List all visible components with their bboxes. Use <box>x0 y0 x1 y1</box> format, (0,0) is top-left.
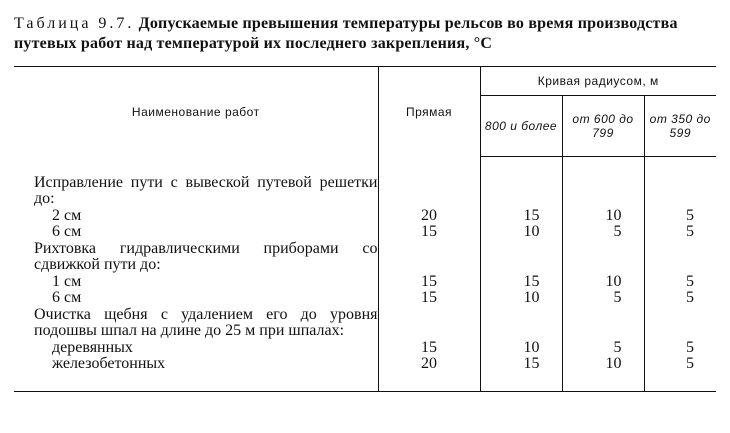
cell-straight: 15 <box>378 290 480 307</box>
header-radius-800: 800 и более <box>480 96 562 157</box>
row-work-name: Исправление пути с вывеской путевой решетки до: <box>34 173 378 207</box>
cell-straight <box>378 157 480 208</box>
cell-radius-350-599 <box>644 241 716 274</box>
cell-radius-350-599: 5 <box>644 290 716 307</box>
cell-radius-350-599 <box>644 157 716 208</box>
header-radius-600-799: от 600 до 799 <box>562 96 644 157</box>
row-work-name: 6 см <box>52 289 82 306</box>
cell-radius-600-799 <box>562 307 644 340</box>
row-work-name: деревянных <box>52 338 133 356</box>
table-row <box>14 241 716 274</box>
cell-radius-350-599: 5 <box>644 340 716 357</box>
cell-radius-800: 10 <box>480 290 562 307</box>
row-work-name: Очистка щебня с удалением его до уровня подошвы шпал на длине до 25 м при шпалах: <box>34 305 378 339</box>
table-number: Таблица 9.7. <box>14 15 135 32</box>
cell-radius-800: 15 <box>480 208 562 225</box>
row-work-name: 6 см <box>52 223 82 240</box>
cell-straight: 20 <box>378 356 480 391</box>
cell-straight: 15 <box>378 224 480 241</box>
cell-radius-350-599: 5 <box>644 224 716 241</box>
cell-radius-800 <box>480 307 562 340</box>
row-work-name: железобетонных <box>14 356 378 391</box>
cell-radius-800: 10 <box>480 340 562 357</box>
cell-radius-800: 15 <box>480 274 562 291</box>
cell-radius-350-599: 5 <box>644 208 716 225</box>
cell-radius-600-799: 10 <box>562 208 644 225</box>
cell-straight <box>378 307 480 340</box>
cell-radius-800 <box>480 157 562 208</box>
cell-radius-800 <box>480 241 562 274</box>
cell-straight: 15 <box>378 340 480 357</box>
cell-radius-600-799 <box>562 157 644 208</box>
table-row <box>14 274 716 291</box>
cell-radius-350-599: 5 <box>644 274 716 291</box>
cell-radius-600-799: 10 <box>562 274 644 291</box>
header-straight: Прямая <box>378 67 480 157</box>
table-caption <box>14 14 714 54</box>
temperature-table <box>14 66 716 392</box>
table-row <box>14 290 716 307</box>
cell-radius-600-799: 5 <box>562 224 644 241</box>
cell-radius-600-799: 5 <box>562 340 644 357</box>
cell-radius-600-799: 5 <box>562 290 644 307</box>
table-body <box>14 157 716 392</box>
cell-radius-800: 15 <box>480 356 562 391</box>
table-row <box>14 157 716 208</box>
table-title: Допускаемые превышения температуры рельсов во время производства путевых работ над температурой их последнего закрепления, °С <box>14 15 678 52</box>
cell-straight: 15 <box>378 274 480 291</box>
row-work-name: 1 см <box>52 272 82 290</box>
table-row <box>14 340 716 357</box>
cell-radius-350-599 <box>644 307 716 340</box>
table-row <box>14 208 716 225</box>
cell-straight: 20 <box>378 208 480 225</box>
table-row <box>14 224 716 241</box>
header-radius-350-599: от 350 до 599 <box>644 96 716 157</box>
table-row <box>14 356 716 391</box>
header-work-name: Наименование работ <box>14 67 378 157</box>
cell-radius-800: 10 <box>480 224 562 241</box>
row-work-name: 2 см <box>52 206 82 224</box>
cell-radius-600-799 <box>562 241 644 274</box>
cell-radius-600-799: 10 <box>562 356 644 391</box>
header-curve-radius: Кривая радиусом, м <box>480 67 716 96</box>
cell-radius-350-599: 5 <box>644 356 716 391</box>
cell-straight <box>378 241 480 274</box>
row-work-name: Рихтовка гидравлическими приборами со сдвижкой пути до: <box>34 239 378 273</box>
table-row <box>14 307 716 340</box>
